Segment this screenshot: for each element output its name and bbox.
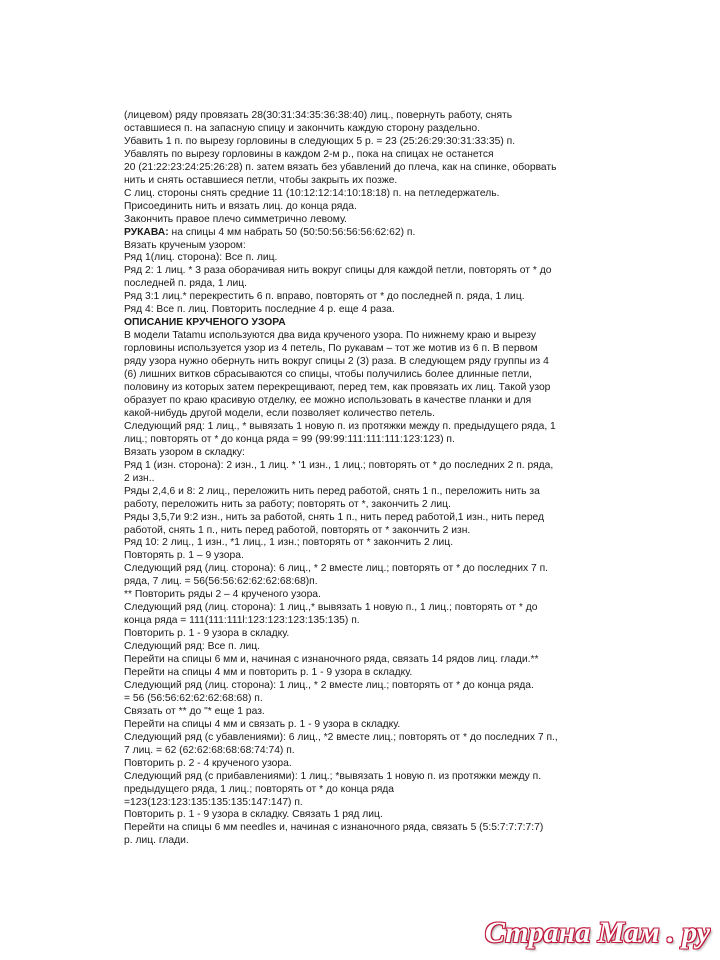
line-text: Вязать узором в складку:: [124, 446, 245, 458]
text-line: [124, 822, 614, 835]
line-text: Перейти на спицы 4 мм и повторить р. 1 - 9 узора в складку.: [124, 666, 413, 678]
text-line: [124, 615, 614, 628]
text-line: [124, 680, 614, 693]
text-line: [124, 589, 614, 602]
text-line: [124, 188, 614, 201]
line-text: Следующий ряд (лиц. сторона): 1 лиц.,* вывязать 1 новую п., 1 лиц.; повторять от * до: [124, 602, 538, 614]
text-line: [124, 654, 614, 667]
text-line: [124, 291, 614, 304]
line-text: на спицы 4 мм набрать 50 (50:50:56:56:56:62:62) п.: [168, 226, 416, 238]
text-line: [124, 201, 614, 214]
text-line: [124, 602, 614, 615]
line-text: горловины используется узор из 4 петель, По рукавам – тот же мотив из 6 п. В первом: [124, 343, 538, 355]
text-line: [124, 797, 614, 810]
text-line: [124, 227, 614, 240]
line-text: нить и снять оставшиеся петли, чтобы закрыть их позже.: [124, 174, 398, 186]
bold-label: РУКАВА:: [124, 226, 169, 238]
line-text: ряда, 7 лиц. = 56(56:56:62:62:62:68:68)п.: [124, 576, 318, 588]
text-line: [124, 667, 614, 680]
line-text: ряду узора нужно обернуть нить вокруг спицы 2 (3) раза. В следующем ряду группы из 4: [124, 356, 549, 368]
line-text: половину из которых затем перекрещивают, перед тем, как провязать их лиц. Такой узор: [124, 382, 551, 394]
text-line: [124, 395, 614, 408]
text-line: [124, 214, 614, 227]
text-line: [124, 499, 614, 512]
line-text: =123(123:123:135:135:135:147:147) п.: [124, 796, 303, 808]
line-text: Ряды 3,5,7и 9:2 изн., нить за работой, снять 1 п., нить перед работой,1 изн., нить перед: [124, 511, 545, 523]
text-line: [124, 550, 614, 563]
text-line: [124, 265, 614, 278]
text-line: [124, 110, 614, 123]
text-line: [124, 628, 614, 641]
text-line: [124, 175, 614, 188]
text-line: [124, 421, 614, 434]
line-text: Убавлять по вырезу горловины в каждом 2-м р., пока на спицах не останется: [124, 148, 494, 160]
line-text: 7 лиц. = 62 (62:62:68:68:68:74:74) п.: [124, 744, 295, 756]
line-text: Связать от ** до "* еще 1 раз.: [124, 705, 265, 717]
text-line: [124, 784, 614, 797]
text-line: [124, 641, 614, 654]
text-line: [124, 252, 614, 265]
text-line: [124, 149, 614, 162]
text-line: [124, 835, 614, 848]
text-line: [124, 382, 614, 395]
line-text: (6) лишних витков сбрасываются со спицы, чтобы получились более длинные петли,: [124, 369, 532, 381]
text-line: [124, 460, 614, 473]
line-text: оставшиеся п. на запасную спицу и закончить каждую сторону раздельно.: [124, 122, 481, 134]
text-line: [124, 473, 614, 486]
text-line: [124, 537, 614, 550]
text-line: [124, 304, 614, 317]
text-line: [124, 576, 614, 589]
line-text: Ряд 1 (изн. сторона): 2 изн., 1 лиц. * '1 изн., 1 лиц.; повторять от * до последних 2 п. ряда,: [124, 459, 554, 471]
line-text: Убавить 1 п. по вырезу горловины в следующих 5 р. = 23 (25:26:29:30:31:33:35) п.: [124, 135, 516, 147]
bold-label: ОПИСАНИЕ КРУЧЕНОГО УЗОРА: [124, 317, 286, 329]
text-line: [124, 136, 614, 149]
text-line: [124, 758, 614, 771]
line-text: Повторять р. 1 – 9 узора.: [124, 550, 244, 562]
line-text: (лицевом) ряду провязать 28(30:31:34:35:36:38:40) лиц., повернуть работу, снять: [124, 110, 513, 121]
line-text: р. лиц. глади.: [124, 835, 189, 847]
line-text: Перейти на спицы 6 мм needles и, начиная с изнаночного ряда, связать 5 (5:5:7:7:7:7:7): [124, 822, 544, 834]
line-text: Перейти на спицы 4 мм и связать р. 1 - 9 узора в складку.: [124, 718, 401, 730]
text-line: [124, 123, 614, 136]
line-text: Повторить р. 2 - 4 крученого узора.: [124, 757, 292, 769]
text-line: [124, 434, 614, 447]
line-text: Вязать крученым узором:: [124, 239, 246, 251]
text-line: [124, 343, 614, 356]
line-text: Следующий ряд (с убавлениями): 6 лиц., *2 вместе лиц.; повторять от * до последних 7 п.,: [124, 731, 558, 743]
line-text: С лиц. стороны снять средние 11 (10:12:12:14:10:18:18) п. на петледержатель.: [124, 187, 500, 199]
text-line: [124, 330, 614, 343]
line-text: какой-нибудь другой модели, если позволяет количество петель.: [124, 407, 435, 419]
line-text: Следующий ряд: Все п. лиц.: [124, 641, 260, 653]
text-line: [124, 447, 614, 460]
text-line: [124, 408, 614, 421]
line-text: Следующий ряд (лиц. сторона): 1 лиц., * 2 вместе лиц.; повторять от * до конца ряда.: [124, 679, 534, 691]
text-line: [124, 693, 614, 706]
text-line: [124, 525, 614, 538]
text-line: [124, 809, 614, 822]
text-line: [124, 771, 614, 784]
text-line: [124, 278, 614, 291]
text-line: [124, 745, 614, 758]
text-line: [124, 356, 614, 369]
text-line: [124, 369, 614, 382]
line-text: работу, переложить нить за работу; повторять от *, закончить 2 лиц.: [124, 498, 451, 510]
line-text: 2 изн..: [124, 472, 155, 484]
text-line: [124, 162, 614, 175]
line-text: Следующий ряд (с прибавлениями): 1 лиц.; *вывязать 1 новую п. из протяжки между п.: [124, 770, 542, 782]
line-text: Повторить р. 1 - 9 узора в складку.: [124, 628, 290, 640]
line-text: Перейти на спицы 6 мм и, начиная с изнаночного ряда, связать 14 рядов лиц. глади.**: [124, 654, 539, 666]
line-text: Ряд 4: Все п. лиц. Повторить последние 4 р. еще 4 раза.: [124, 304, 395, 316]
line-text: Следующий ряд (лиц. сторона): 6 лиц., * 2 вместе лиц.; повторять от * до последних 7 п.: [124, 563, 549, 575]
line-text: конца ряда = 111(111:111l:123:123:123:135:135) п.: [124, 615, 360, 627]
text-line: [124, 719, 614, 732]
text-line: [124, 563, 614, 576]
line-text: образует по краю красивую отделку, ее можно использовать в качестве планки и для: [124, 394, 532, 406]
text-line: [124, 240, 614, 253]
line-text: Ряд 2: 1 лиц. * 3 раза оборачивая нить вокруг спицы для каждой петли, повторять от * до: [124, 265, 552, 277]
text-line: [124, 486, 614, 499]
line-text: Ряд 3:1 лиц.* перекрестить 6 п. вправо, повторять от * до последней п. ряда, 1 лиц.: [124, 291, 525, 303]
document-body: [124, 110, 614, 848]
line-text: работой, снять 1 п., нить перед работой, повторять от * закончить 2 изн.: [124, 524, 471, 536]
line-text: последней п. ряда, 1 лиц.: [124, 278, 248, 290]
line-text: 20 (21:22:23:24:25:26:28) п. затем вязать без убавлений до плеча, как на спинке, оборвать: [124, 161, 557, 173]
line-text: Закончить правое плечо симметрично левому.: [124, 213, 347, 225]
line-text: Ряды 2,4,6 и 8: 2 лиц., переложить нить перед работой, снять 1 п., переложить нить за: [124, 485, 540, 497]
line-text: = 56 (56:56:62:62:62:68:68) п.: [124, 692, 263, 704]
line-text: В модели Tatamu используются два вида крученого узора. По нижнему краю и вырезу: [124, 330, 536, 342]
line-text: Ряд 10: 2 лиц., 1 изн., *1 лиц., 1 изн.; повторять от * закончить 2 лиц.: [124, 537, 454, 549]
line-text: Присоединить нить и вязать лиц. до конца ряда.: [124, 200, 357, 212]
text-line: [124, 732, 614, 745]
line-text: лиц.; повторять от * до конца ряда = 99 (99:99:111:111:111:123:123) п.: [124, 433, 455, 445]
line-text: Ряд 1(лиц. сторона): Все п. лиц.: [124, 252, 278, 264]
line-text: предыдущего ряда, 1 лиц.; повторять от * до конца ряда: [124, 783, 395, 795]
line-text: ** Повторить ряды 2 – 4 крученого узора.: [124, 589, 321, 601]
line-text: Следующий ряд: 1 лиц., * вывязать 1 новую п. из протяжки между п. предыдущего ряда, 1: [124, 420, 556, 432]
site-watermark-logo: Страна Мам . ру: [484, 916, 710, 949]
line-text: Повторить р. 1 - 9 узора в складку. Связать 1 ряд лиц.: [124, 809, 383, 821]
text-line: [124, 706, 614, 719]
section-heading: [124, 317, 614, 330]
text-line: [124, 512, 614, 525]
